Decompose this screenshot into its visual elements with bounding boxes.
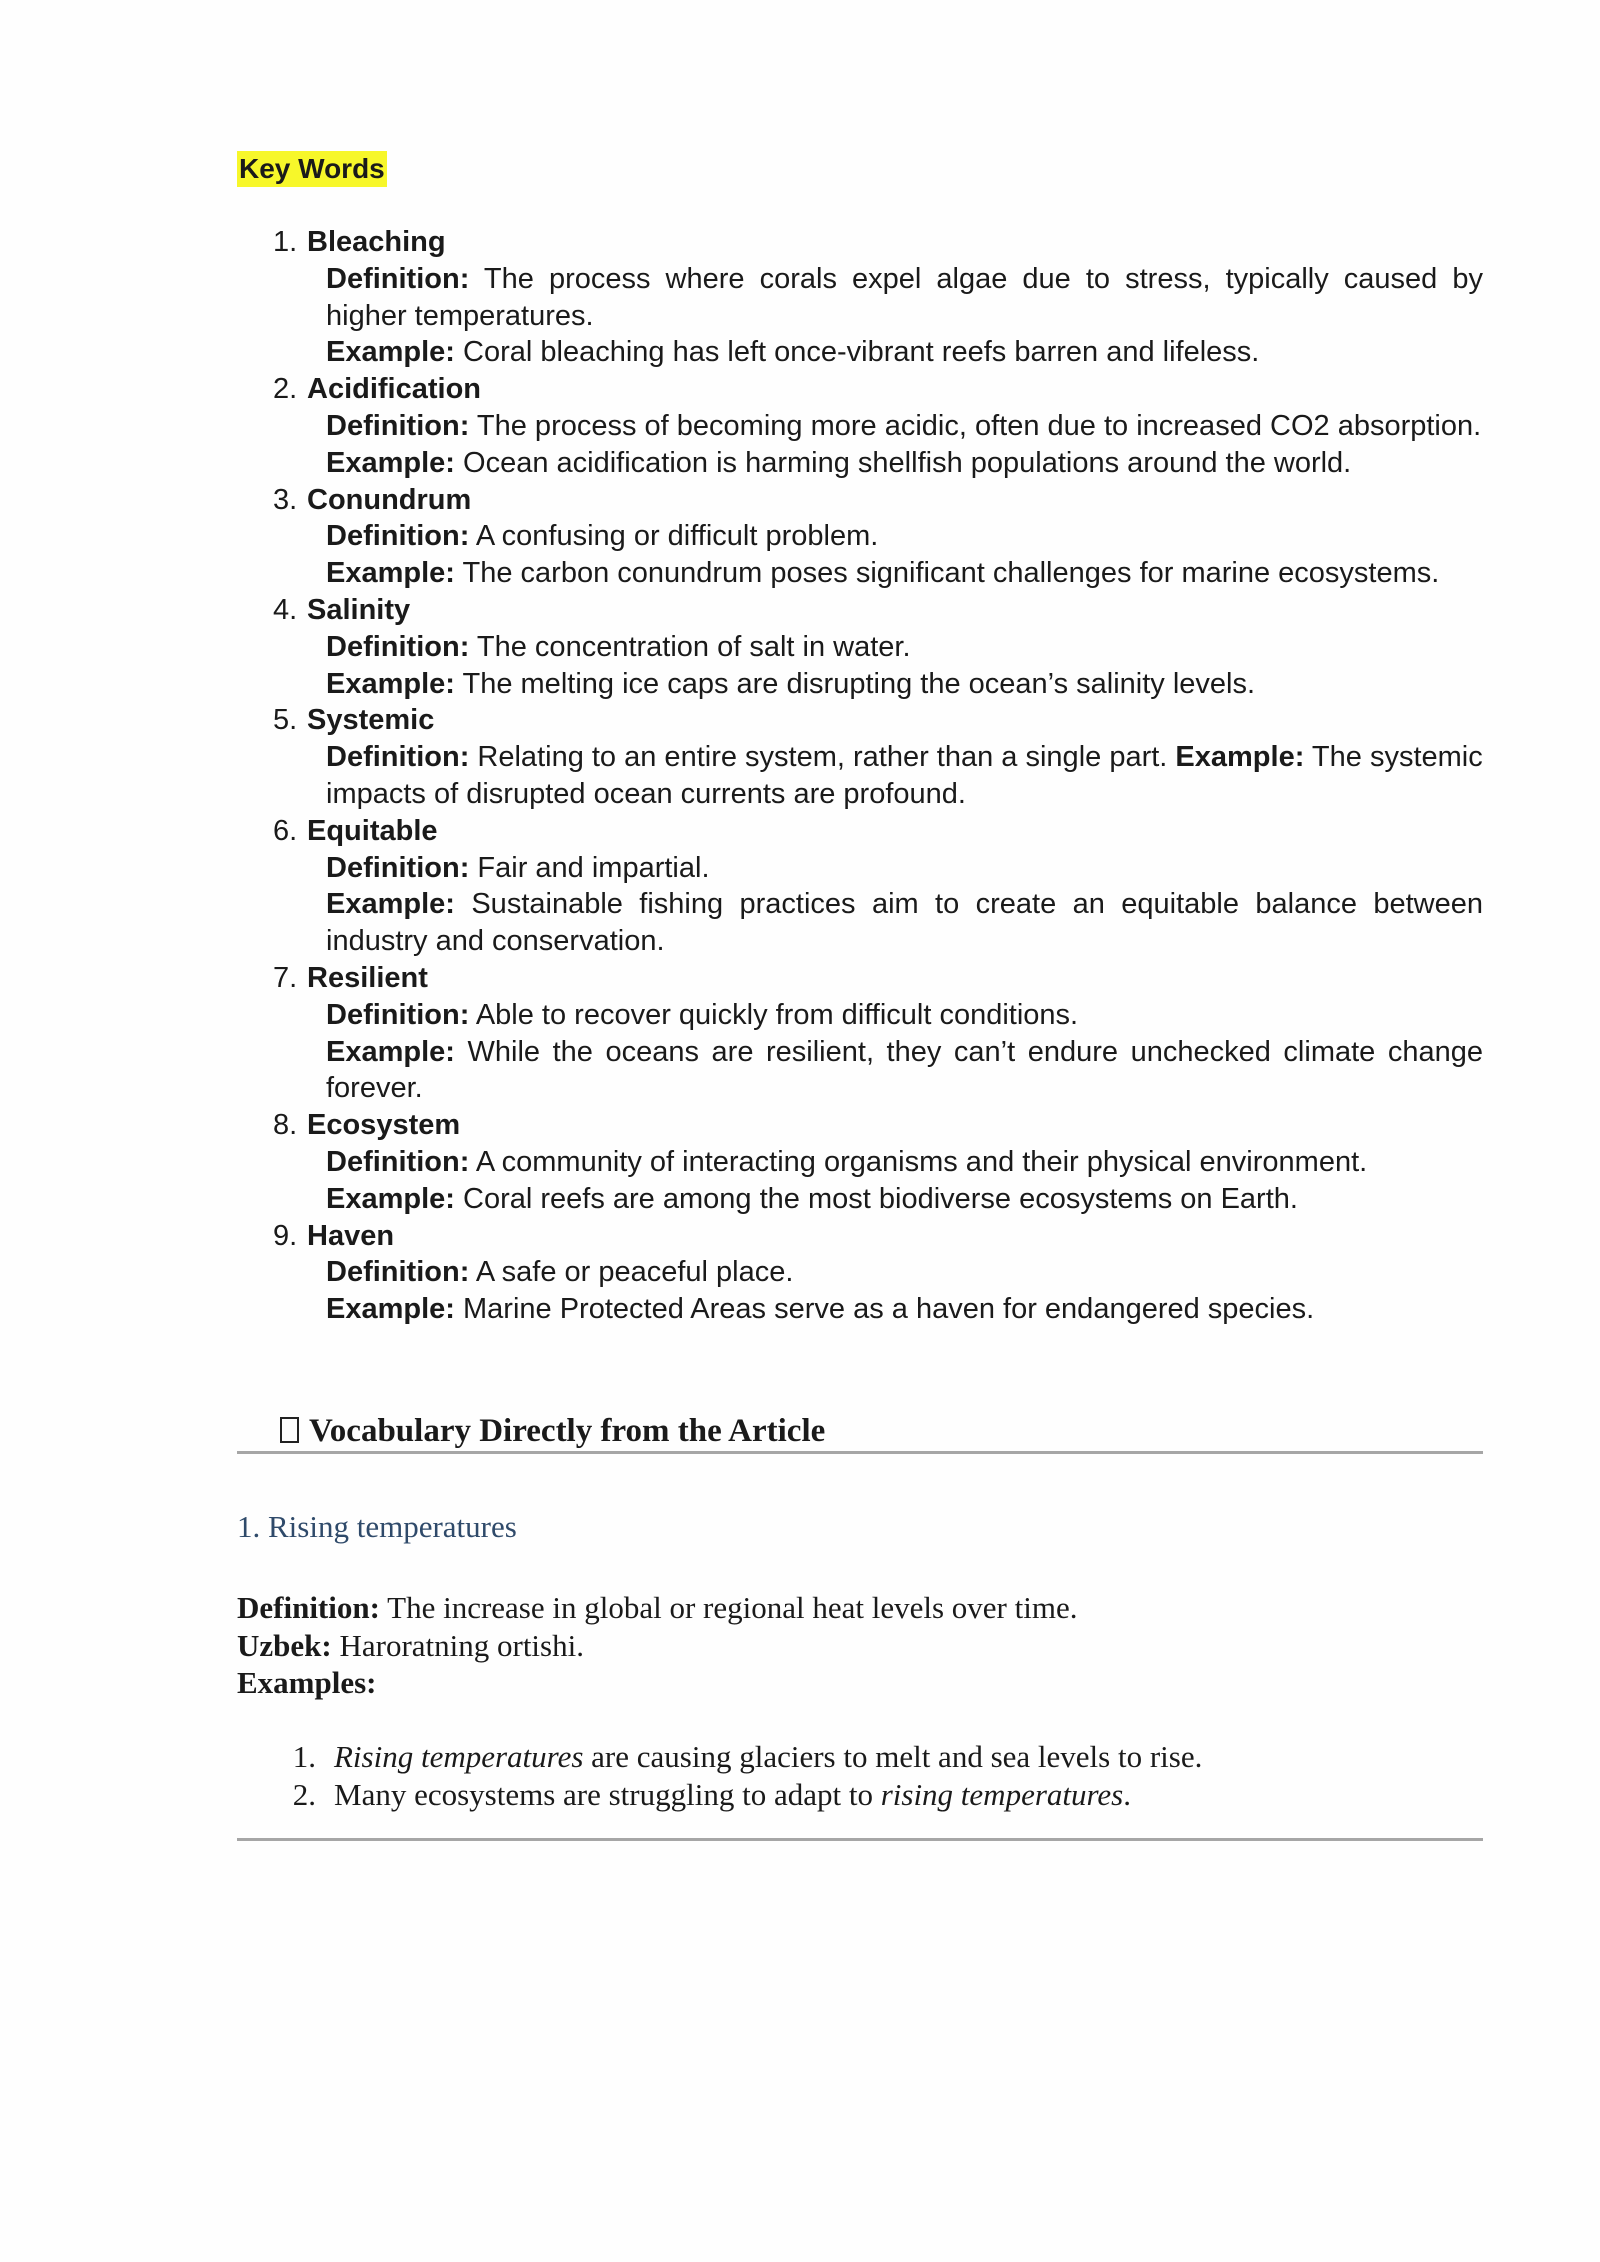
example-label: Example:: [326, 1035, 455, 1068]
example-line: [326, 445, 1483, 482]
horizontal-rule: [237, 1451, 1483, 1454]
definition-line: [326, 261, 1483, 335]
missing-glyph-box-icon: [280, 1417, 299, 1443]
list-item: [237, 592, 1483, 702]
item-number: 1.: [273, 226, 298, 258]
item-number: 7.: [273, 961, 298, 994]
key-words-list: [237, 224, 1483, 1328]
italic-phrase: rising temperatures: [880, 1776, 1124, 1812]
italic-phrase: Rising temperatures: [334, 1739, 584, 1774]
examples-list: [237, 1738, 1202, 1813]
definition-text: The process where corals expel algae due to stress, typically caused by higher temperatures.: [326, 262, 1483, 332]
item-number: 1.: [292, 1739, 316, 1774]
vocab-entry: [237, 1589, 1077, 1702]
example-label: Example:: [1175, 741, 1305, 774]
term: Acidification: [307, 373, 482, 406]
list-item: [237, 1107, 1483, 1217]
example-text: Coral reefs are among the most biodiverse ecosystems on Earth.: [463, 1182, 1298, 1215]
term: Conundrum: [307, 483, 472, 516]
term: Systemic: [307, 704, 435, 737]
example-label: Example:: [326, 557, 455, 590]
definition-text: A community of interacting organisms and their physical environment.: [475, 1145, 1368, 1178]
definition-label: Definition:: [326, 998, 470, 1031]
example-line: [326, 666, 1483, 703]
horizontal-rule: [237, 1838, 1483, 1841]
example-label: Example:: [326, 667, 455, 700]
definition-text: The process of becoming more acidic, often due to increased CO2 absorption.: [476, 409, 1482, 442]
list-item: [237, 1738, 1202, 1776]
term: Bleaching: [307, 226, 446, 258]
example-label: Example:: [326, 1293, 455, 1326]
list-item: [237, 371, 1483, 481]
definition-label: Definition:: [326, 630, 470, 663]
definition-text: A confusing or difficult problem.: [475, 520, 879, 553]
item-number: 6.: [273, 814, 298, 847]
example-line: [326, 334, 1483, 371]
example-line: [326, 1291, 1483, 1328]
term: Equitable: [307, 814, 438, 847]
definition-label: Definition:: [237, 1590, 380, 1625]
item-number: 9.: [273, 1219, 298, 1252]
example-line: [326, 886, 1483, 960]
example-text: The carbon conundrum poses significant challenges for marine ecosystems.: [462, 557, 1440, 590]
example-text: Sustainable fishing practices aim to create an equitable balance between industry and conservation.: [326, 888, 1483, 958]
term: Salinity: [307, 593, 411, 626]
definition-text: The increase in global or regional heat levels over time.: [387, 1590, 1078, 1625]
example-text: The systemic impacts of disrupted ocean currents are profound.: [326, 741, 1483, 810]
definition-text: Relating to an entire system, rather than a single part.: [477, 741, 1168, 774]
example-text: are causing glaciers to melt and sea levels to rise.: [583, 1739, 1203, 1774]
definition-label: Definition:: [326, 262, 470, 295]
example-text: While the oceans are resilient, they can’t endure unchecked climate change forever.: [326, 1035, 1483, 1105]
example-label: Example:: [326, 446, 455, 479]
definition-line: [326, 739, 1483, 813]
definition-line: [326, 850, 1483, 887]
item-number: 5.: [273, 704, 298, 737]
example-line: [326, 1181, 1483, 1218]
definition-label: Definition:: [326, 1145, 470, 1178]
definition-line: [326, 629, 1483, 666]
definition-label: Definition:: [326, 520, 470, 553]
example-text: Coral bleaching has left once-vibrant reefs barren and lifeless.: [463, 336, 1260, 369]
example-label: Example:: [326, 336, 455, 369]
example-text: Marine Protected Areas serve as a haven for endangered species.: [463, 1293, 1315, 1326]
item-number: 2.: [292, 1776, 316, 1812]
definition-line: [237, 1589, 1077, 1627]
list-item: [237, 813, 1483, 960]
list-item: [237, 702, 1483, 812]
definition-line: [326, 518, 1483, 555]
vocabulary-section-heading: [280, 1411, 825, 1451]
definition-line: [326, 997, 1483, 1034]
term: Resilient: [307, 961, 428, 994]
example-text: Many ecosystems are struggling to adapt to: [334, 1776, 881, 1812]
definition-line: [326, 408, 1483, 445]
definition-label: Definition:: [326, 851, 470, 884]
example-label: Example:: [326, 888, 455, 921]
example-text: The melting ice caps are disrupting the ocean’s salinity levels.: [462, 667, 1256, 700]
list-item: [237, 224, 1483, 371]
definition-label: Definition:: [326, 409, 470, 442]
term: Haven: [307, 1219, 395, 1252]
uzbek-line: [237, 1627, 1077, 1665]
definition-text: The concentration of salt in water.: [476, 630, 911, 663]
definition-line: [326, 1144, 1483, 1181]
uzbek-text: Haroratning ortishi.: [339, 1627, 584, 1663]
item-number: 8.: [273, 1109, 298, 1142]
key-words-heading: Key Words: [237, 151, 387, 187]
item-number: 2.: [273, 373, 298, 406]
example-line: [326, 555, 1483, 592]
definition-label: Definition:: [326, 1256, 470, 1289]
term: Ecosystem: [307, 1109, 461, 1142]
definition-label: Definition:: [326, 741, 470, 774]
list-item: [237, 960, 1483, 1107]
example-line: [326, 1034, 1483, 1108]
definition-text: A safe or peaceful place.: [475, 1256, 794, 1289]
definition-text: Able to recover quickly from difficult conditions.: [475, 998, 1079, 1031]
examples-label-line: [237, 1664, 1077, 1702]
example-text-end: .: [1123, 1776, 1131, 1812]
definition-line: [326, 1254, 1483, 1291]
definition-text: Fair and impartial.: [477, 851, 710, 884]
vocabulary-heading-text: Vocabulary Directly from the Article: [309, 1413, 826, 1449]
example-label: Example:: [326, 1182, 455, 1215]
uzbek-label: Uzbek:: [237, 1627, 332, 1663]
list-item: [237, 1218, 1483, 1328]
list-item: [237, 1776, 1202, 1814]
list-item: [237, 482, 1483, 592]
example-text: Ocean acidification is harming shellfish populations around the world.: [463, 446, 1352, 479]
vocab-subheading: 1. Rising temperatures: [237, 1509, 517, 1544]
item-number: 3.: [273, 483, 298, 516]
item-number: 4.: [273, 593, 298, 626]
examples-label: Examples:: [237, 1665, 377, 1700]
